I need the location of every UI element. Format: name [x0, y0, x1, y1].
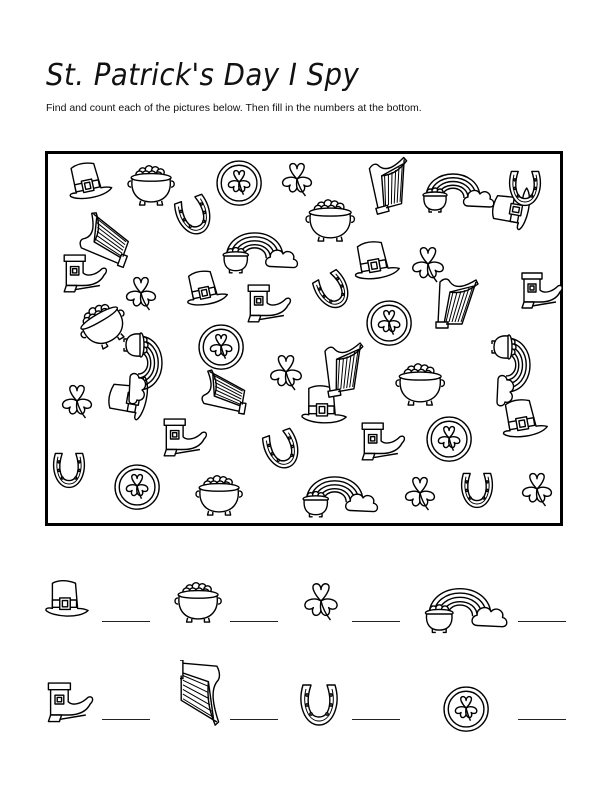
pot-of-gold-icon: [196, 476, 242, 515]
puzzle-frame: [45, 151, 563, 526]
hat-icon: [64, 159, 113, 202]
shamrock-icon: [300, 580, 344, 624]
harp-icon: [180, 660, 224, 744]
horseshoe-icon: [173, 194, 216, 239]
coin-icon: [115, 465, 159, 509]
rainbow-icon: [223, 233, 297, 273]
shamrock-answer-line[interactable]: [352, 621, 400, 622]
shamrock-icon: [63, 386, 92, 418]
coin-icon: [217, 161, 261, 205]
horseshoe-icon: [462, 473, 493, 507]
pot-of-gold-icon: [128, 166, 174, 205]
pot-of-gold-icon: [306, 200, 354, 241]
pot-of-gold-icon: [72, 295, 135, 355]
boot-icon: [164, 419, 206, 456]
shamrock-icon: [283, 164, 312, 196]
pot-of-gold-icon: [172, 576, 224, 628]
harp-icon: [77, 211, 137, 267]
boot-icon: [362, 423, 404, 460]
boot-icon: [64, 255, 106, 292]
pot-of-gold-icon: [396, 364, 444, 405]
leprechaun-boot-icon: [42, 678, 96, 726]
pot-answer-line[interactable]: [230, 621, 278, 622]
hat-icon: [350, 238, 400, 282]
shamrock-icon: [406, 478, 435, 510]
horseshoe-icon: [510, 171, 541, 205]
harp-icon: [201, 369, 251, 414]
horseshoe-icon: [298, 680, 340, 726]
leprechaun-hat-icon: [42, 575, 92, 625]
shamrock-icon: [127, 278, 156, 310]
rainbow-icon: [303, 477, 377, 517]
coin-icon: [367, 301, 411, 345]
boot-icon: [522, 273, 562, 308]
horseshoe-icon: [261, 428, 304, 473]
rainbow-icon: [423, 174, 494, 212]
coin-icon: [199, 325, 243, 369]
rainbow-icon: [124, 333, 162, 404]
coin-answer-line[interactable]: [518, 719, 566, 720]
gold-coin-icon: [441, 684, 491, 734]
puzzle-scene: [48, 154, 566, 529]
page-title: St. Patrick's Day I Spy: [46, 58, 360, 93]
shamrock-icon: [413, 248, 444, 282]
harp-icon: [365, 156, 418, 214]
shamrock-icon: [271, 356, 302, 390]
rainbow-icon: [492, 335, 530, 406]
shamrock-icon: [523, 474, 552, 506]
horseshoe-icon: [311, 269, 355, 314]
hat-answer-line[interactable]: [102, 621, 150, 622]
harp-icon: [436, 279, 478, 328]
rainbow-answer-line[interactable]: [518, 621, 566, 622]
hat-icon: [182, 267, 228, 308]
boot-icon: [248, 285, 290, 322]
instructions-text: Find and count each of the pictures below. Then fill in the numbers at the bottom.: [46, 102, 422, 114]
boot-answer-line[interactable]: [102, 719, 150, 720]
horseshoe-answer-line[interactable]: [352, 719, 400, 720]
horseshoe-icon: [54, 453, 85, 487]
rainbow-icon: [420, 566, 510, 634]
coin-icon: [427, 417, 471, 461]
harp-answer-line[interactable]: [230, 719, 278, 720]
